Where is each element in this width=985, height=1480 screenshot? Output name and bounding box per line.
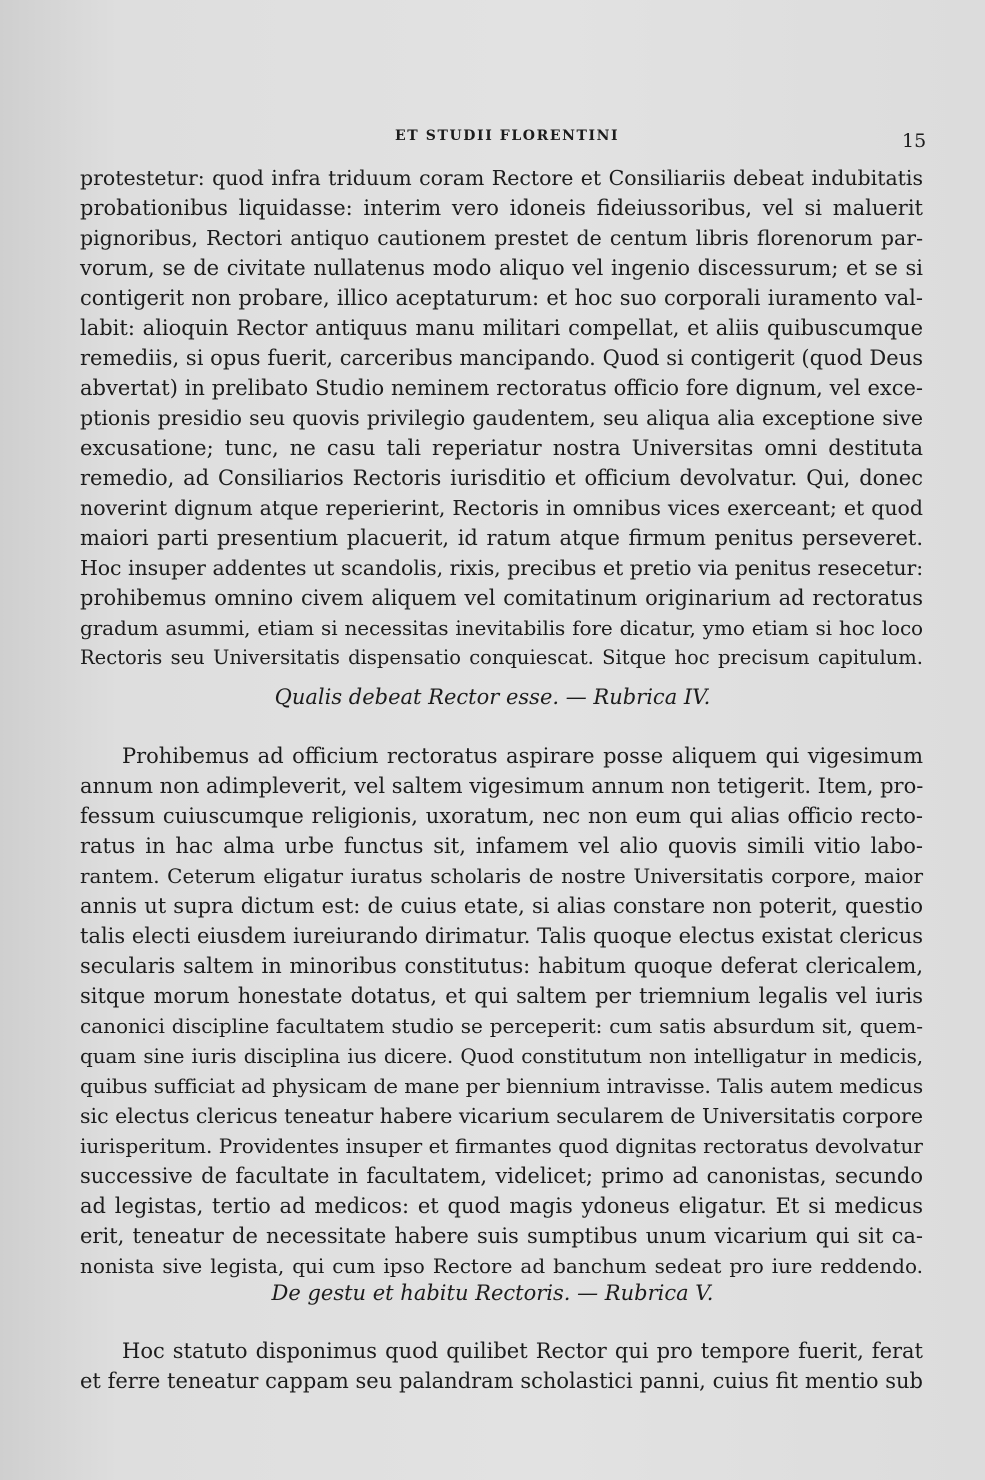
paragraph-3 <box>80 1336 923 1396</box>
text-line: erit, teneatur de necessitate habere suis sumptibus unum vicarium qui sit ca- <box>80 1224 923 1248</box>
text-line: ptionis presidio seu quovis privilegio gaudentem, seu aliqua alia exceptione sive <box>80 406 923 430</box>
text-line: sic electus clericus teneatur habere vicarium secularem de Universitatis corpore <box>80 1104 923 1128</box>
text-line: probationibus liquidasse: interim vero idoneis fideiussoribus, vel si maluerit <box>80 196 923 220</box>
text-line: annum non adimpleverit, vel saltem vigesimum annum non tetigerit. Item, pro- <box>80 774 924 798</box>
text-line: protestetur: quod infra triduum coram Rectore et Consiliariis debeat indubitatis <box>80 166 923 190</box>
text-line: abvertat) in prelibato Studio neminem rectoratus officio fore dignum, vel exce- <box>80 376 923 400</box>
text-line: sitque morum honestate dotatus, et qui saltem per triemnium legalis vel iuris <box>80 984 923 1008</box>
text-line: iurisperitum. Providentes insuper et firmantes quod dignitas rectoratus devolvatur <box>80 1134 923 1158</box>
paragraph-2 <box>80 741 923 1281</box>
text-line: gradum asummi, etiam si necessitas inevitabilis fore dicatur, ymo etiam si hoc loco <box>80 616 923 640</box>
text-line: quam sine iuris disciplina ius dicere. Quod constitutum non intelligatur in medicis, <box>80 1044 923 1068</box>
text-line: et ferre teneatur cappam seu palandram scholastici panni, cuius fit mentio sub <box>80 1369 923 1393</box>
section-heading-rubrica-iv: Qualis debeat Rector esse. — Rubrica IV. <box>274 685 711 709</box>
text-line: successive de facultate in facultatem, videlicet; primo ad canonistas, secundo <box>80 1164 923 1188</box>
text-line: Prohibemus ad officium rectoratus aspirare posse aliquem qui vigesimum <box>122 744 923 768</box>
paragraph-1 <box>80 163 923 673</box>
page-header <box>0 128 985 158</box>
text-line: talis electi eiusdem iureiurando dirimatur. Talis quoque electus existat clericus <box>80 924 923 948</box>
text-line: nonista sive legista, qui cum ipso Rectore ad banchum sedeat pro iure reddendo. <box>80 1254 923 1278</box>
text-line: excusatione; tunc, ne casu tali reperiatur nostra Universitas omni destituta <box>80 436 923 460</box>
text-line: canonici discipline facultatem studio se perceperit: cum satis absurdum sit, quem- <box>80 1014 923 1038</box>
text-line: rantem. Ceterum eligatur iuratus scholaris de nostre Universitatis corpore, maior <box>80 864 923 888</box>
text-line: Hoc statuto disponimus quod quilibet Rector qui pro tempore fuerit, ferat <box>122 1339 923 1363</box>
page-number: 15 <box>902 130 927 152</box>
text-line: quibus sufficiat ad physicam de mane per biennium intravisse. Talis autem medicus <box>80 1074 923 1098</box>
text-line: prohibemus omnino civem aliquem vel comitatinum originarium ad rectoratus <box>80 586 923 610</box>
text-line: noverint dignum atque reperierint, Rectoris in omnibus vices exerceant; et quod <box>80 496 923 520</box>
text-line: contigerit non probare, illico aceptaturum: et hoc suo corporali iuramento val- <box>80 286 923 310</box>
text-line: ad legistas, tertio ad medicos: et quod magis ydoneus eligatur. Et si medicus <box>80 1194 923 1218</box>
text-line: Hoc insuper addentes ut scandolis, rixis, precibus et pretio via penitus resecetur: <box>80 556 923 580</box>
text-line: remediis, si opus fuerit, carceribus mancipando. Quod si contigerit (quod Deus <box>80 346 923 370</box>
text-line: secularis saltem in minoribus constitutus: habitum quoque deferat clericalem, <box>80 954 923 978</box>
text-line: annis ut supra dictum est: de cuius etate, si alias constare non poterit, questio <box>80 894 923 918</box>
text-line: labit: alioquin Rector antiquus manu militari compellat, et aliis quibuscumque <box>80 316 923 340</box>
text-line: maiori parti presentium placuerit, id ratum atque firmum penitus perseveret. <box>80 526 923 550</box>
text-line: Rectoris seu Universitatis dispensatio conquiescat. Sitque hoc precisum capitulum. <box>80 646 923 669</box>
text-line: ratus in hac alma urbe functus sit, infamem vel alio quovis simili vitio labo- <box>80 834 923 858</box>
text-line: vorum, se de civitate nullatenus modo aliquo vel ingenio discessurum; et se si <box>80 256 923 280</box>
text-line: remedio, ad Consiliarios Rectoris iurisditio et officium devolvatur. Qui, donec <box>80 466 923 490</box>
text-line: fessum cuiuscumque religionis, uxoratum, nec non eum qui alias officio recto- <box>80 804 923 828</box>
text-line: pignoribus, Rectori antiquo cautionem prestet de centum libris florenorum par- <box>80 226 923 250</box>
running-title: ET STUDII FLORENTINI <box>395 128 620 144</box>
section-heading-rubrica-v: De gestu et habitu Rectoris. — Rubrica V. <box>271 1281 714 1305</box>
